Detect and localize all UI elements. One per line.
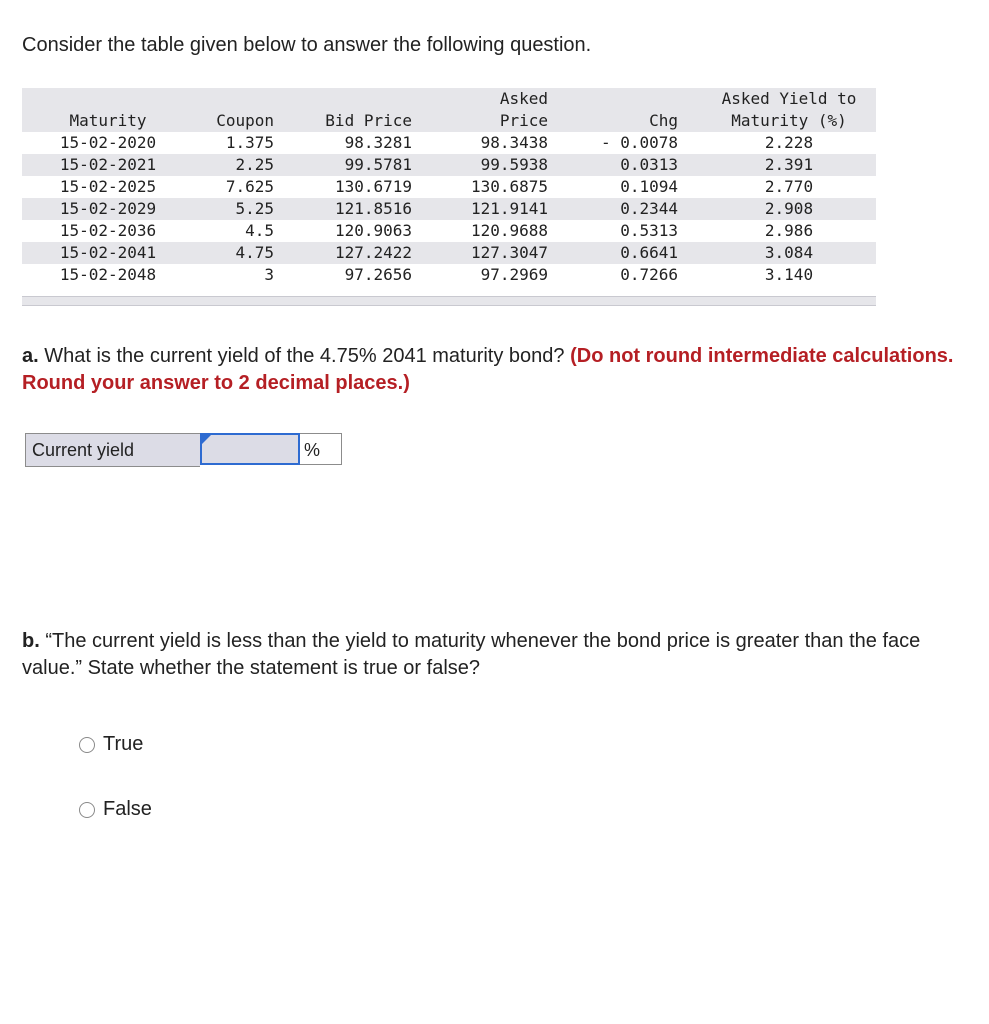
- table-row: [22, 220, 876, 242]
- table-header-row: [22, 88, 876, 132]
- radio-label-true[interactable]: True: [103, 733, 144, 755]
- cell-yield: 2.770: [764, 177, 814, 196]
- cell-chg: 0.0313: [620, 155, 678, 174]
- question-a-label: a.: [22, 345, 39, 367]
- cell-yield: 3.084: [764, 243, 814, 262]
- question-a: [22, 343, 962, 397]
- header-asked-yield-line1: Asked Yield to: [721, 89, 857, 108]
- cell-yield: 2.391: [764, 155, 814, 174]
- bond-table: [22, 88, 876, 286]
- radio-circle-icon[interactable]: [79, 737, 95, 753]
- table-row: [22, 132, 876, 154]
- cell-bid: 99.5781: [344, 155, 412, 174]
- header-asked-price: [420, 88, 562, 132]
- cell-bid: 127.2422: [334, 243, 412, 262]
- bond-table-container: [22, 88, 876, 306]
- cell-chg: - 0.0078: [600, 133, 678, 152]
- header-coupon: Coupon: [216, 111, 274, 130]
- cell-coupon: 7.625: [225, 177, 274, 196]
- cell-bid: 98.3281: [344, 133, 412, 152]
- percent-unit-label: %: [300, 433, 342, 465]
- cell-coupon: 5.25: [235, 199, 274, 218]
- input-corner-marker-icon: [202, 435, 211, 444]
- question-b-label: b.: [22, 630, 40, 652]
- header-maturity: Maturity: [69, 111, 147, 130]
- cell-asked: 127.3047: [470, 243, 548, 262]
- cell-maturity: 15-02-2021: [59, 155, 157, 174]
- cell-chg: 0.1094: [620, 177, 678, 196]
- header-asked-yield: [702, 88, 876, 132]
- radio-option-true[interactable]: [79, 733, 143, 756]
- header-asked-price-line2: Price: [499, 111, 548, 130]
- cell-yield: 2.986: [764, 221, 814, 240]
- radio-label-false[interactable]: False: [103, 798, 152, 820]
- table-row: [22, 242, 876, 264]
- table-row: [22, 264, 876, 286]
- cell-maturity: 15-02-2029: [59, 199, 157, 218]
- cell-coupon: 2.25: [235, 155, 274, 174]
- cell-yield: 2.908: [764, 199, 814, 218]
- question-b-text: “The current yield is less than the yield to maturity whenever the bond price is greater than the face value.” State whether the statement is true or false?: [22, 630, 921, 679]
- cell-chg: 0.5313: [620, 221, 678, 240]
- cell-coupon: 4.5: [245, 221, 274, 240]
- table-bottom-rule: [22, 296, 876, 306]
- cell-bid: 130.6719: [334, 177, 412, 196]
- cell-bid: 120.9063: [334, 221, 412, 240]
- header-asked-yield-line2: Maturity (%): [731, 111, 847, 130]
- current-yield-input[interactable]: [202, 435, 298, 463]
- header-asked-price-line1: Asked: [499, 89, 548, 108]
- cell-coupon: 3: [264, 265, 274, 284]
- cell-maturity: 15-02-2020: [59, 133, 157, 152]
- table-row: [22, 198, 876, 220]
- table-row: [22, 176, 876, 198]
- current-yield-label: Current yield: [25, 433, 200, 467]
- question-intro: Consider the table given below to answer the following question.: [22, 34, 592, 56]
- cell-chg: 0.2344: [620, 199, 678, 218]
- cell-chg: 0.6641: [620, 243, 678, 262]
- cell-asked: 97.2969: [480, 265, 548, 284]
- table-row: [22, 154, 876, 176]
- current-yield-input-box: [200, 433, 300, 465]
- cell-coupon: 4.75: [235, 243, 274, 262]
- cell-coupon: 1.375: [225, 133, 274, 152]
- radio-circle-icon[interactable]: [79, 802, 95, 818]
- cell-asked: 99.5938: [480, 155, 548, 174]
- question-a-text: What is the current yield of the 4.75% 2041 maturity bond?: [38, 345, 571, 367]
- current-yield-answer-row: [25, 433, 342, 467]
- cell-asked: 121.9141: [470, 199, 548, 218]
- question-a-instruction: (Do not round intermediate calculations. Round your answer to 2 decimal places.): [22, 345, 954, 394]
- header-chg: Chg: [649, 111, 678, 130]
- cell-chg: 0.7266: [620, 265, 678, 284]
- cell-asked: 98.3438: [480, 133, 548, 152]
- cell-maturity: 15-02-2041: [59, 243, 157, 262]
- radio-option-false[interactable]: [79, 798, 152, 821]
- cell-yield: 2.228: [764, 133, 814, 152]
- header-bid-price: Bid Price: [325, 111, 412, 130]
- cell-maturity: 15-02-2048: [59, 265, 157, 284]
- cell-maturity: 15-02-2036: [59, 221, 157, 240]
- cell-yield: 3.140: [764, 265, 814, 284]
- cell-maturity: 15-02-2025: [59, 177, 157, 196]
- question-b: [22, 628, 962, 682]
- cell-bid: 121.8516: [334, 199, 412, 218]
- cell-bid: 97.2656: [344, 265, 412, 284]
- cell-asked: 130.6875: [470, 177, 548, 196]
- cell-asked: 120.9688: [470, 221, 548, 240]
